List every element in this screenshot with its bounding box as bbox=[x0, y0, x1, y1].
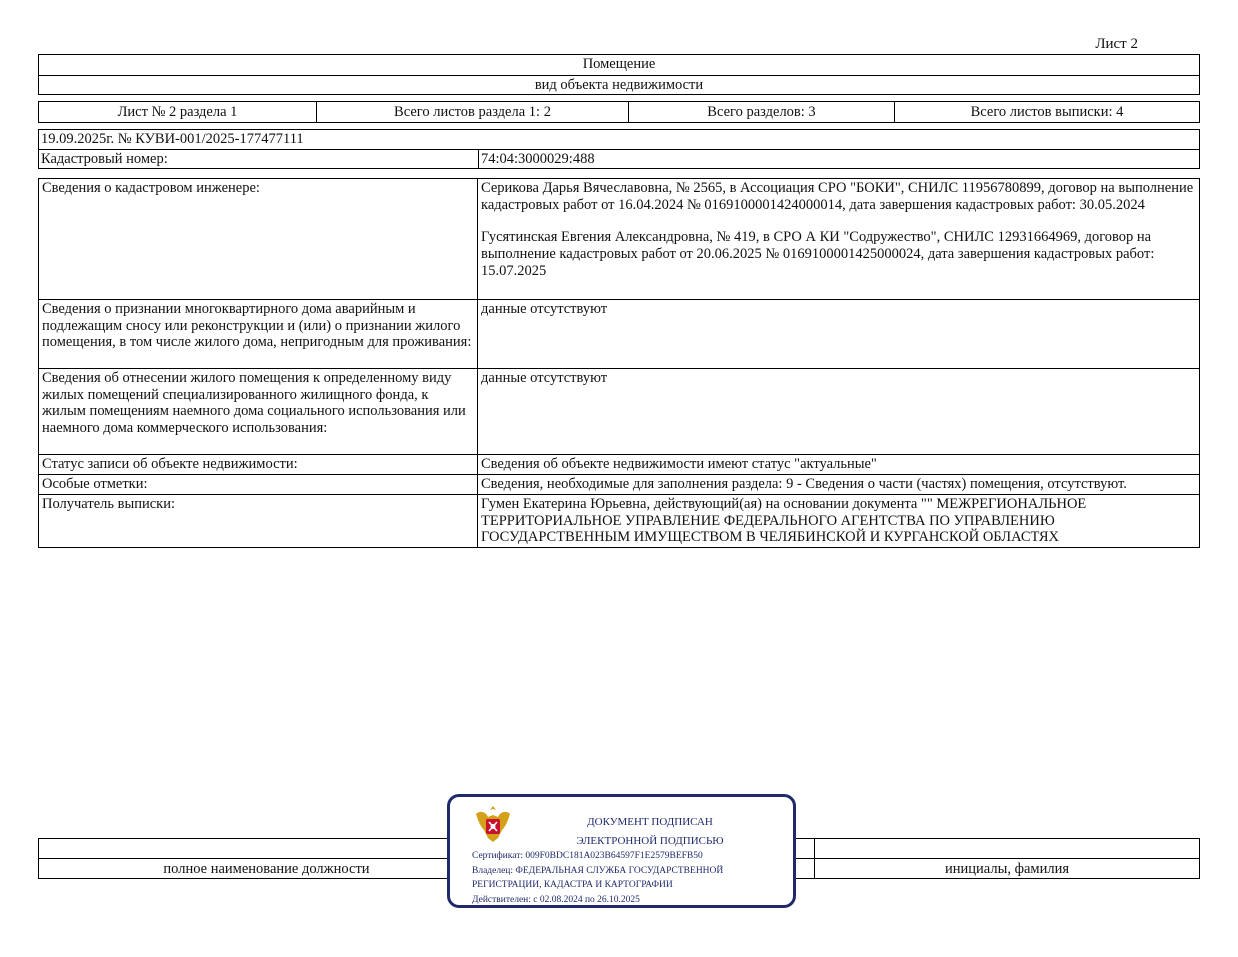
cadastral-number-value: 74:04:3000029:488 bbox=[481, 151, 595, 167]
object-type-subtitle: вид объекта недвижимости bbox=[39, 75, 1199, 96]
sheet-counts-row bbox=[38, 101, 1200, 123]
table-row bbox=[39, 300, 1200, 369]
row-value: Сведения об объекте недвижимости имеют статус "актуальные" bbox=[478, 455, 1200, 475]
stamp-validity: Действителен: с 02.08.2024 по 26.10.2025 bbox=[472, 894, 640, 905]
row-value: Сведения, необходимые для заполнения раздела: 9 - Сведения о части (частях) помещения, отсутствуют. bbox=[478, 475, 1200, 495]
extract-sheets-total: Всего листов выписки: 4 bbox=[970, 104, 1124, 120]
stamp-title-line2: ЭЛЕКТРОННОЙ ПОДПИСЬЮ bbox=[576, 835, 724, 847]
cadastral-engineer-2: Гусятинская Евгения Александровна, № 419, в СРО А КИ "Содружество", СНИЛС 12931664969, договор на выполнение кадастровых работ от 20.06.2025 № 0169100001425000024, дата завершения кадастровых работ: 15.07.2025 bbox=[481, 229, 1155, 279]
row-value: Гумен Екатерина Юрьевна, действующий(ая) на основании документа "" МЕЖРЕГИОНАЛЬНОЕ ТЕРРИТОРИАЛЬНОЕ УПРАВЛЕНИЕ ФЕДЕРАЛЬНОГО АГЕНТСТВА ПО УПРАВЛЕНИЮ ГОСУДАРСТВЕННЫМ ИМУЩЕСТВОМ В ЧЕЛЯБИНСКОЙ И КУРГАНСКОЙ ОБЛАСТЯХ bbox=[478, 495, 1200, 548]
extract-meta bbox=[38, 129, 1200, 169]
table-row bbox=[39, 369, 1200, 455]
row-value: данные отсутствуют bbox=[478, 300, 1200, 369]
stamp-certificate: Сертификат: 009F0BDC181A023B64597F1E2579BEFB50 bbox=[472, 851, 703, 861]
row-value: данные отсутствуют bbox=[478, 369, 1200, 455]
row-label: Сведения о признании многоквартирного дома аварийным и подлежащим сносу или реконструкции и (или) о признании жилого помещения, в том числе жилого дома, непригодным для проживания: bbox=[39, 300, 478, 369]
row-label: Сведения о кадастровом инженере: bbox=[39, 179, 478, 300]
table-row bbox=[39, 475, 1200, 495]
position-label: полное наименование должности bbox=[163, 861, 370, 877]
sheet-of-section: Лист № 2 раздела 1 bbox=[39, 102, 317, 122]
row-label: Сведения об отнесении жилого помещения к определенному виду жилых помещений специализированного жилищного фонда, к жилым помещениям наемного дома социального использования или наемного дома коммерческого использования: bbox=[39, 369, 478, 455]
stamp-title-line1: ДОКУМЕНТ ПОДПИСАН bbox=[587, 816, 713, 828]
table-row bbox=[39, 495, 1200, 548]
object-type-title: Помещение bbox=[582, 56, 656, 72]
row-label: Получатель выписки: bbox=[39, 495, 478, 548]
cadastral-engineer-1: Серикова Дарья Вячеславовна, № 2565, в Ассоциация СРО "БОКИ", СНИЛС 11956780899, договор на выполнение кадастровых работ от 16.04.2024 № 0169100001424000014, дата завершения кадастровых работ: 30.05.2024 bbox=[481, 180, 1194, 213]
table-row bbox=[39, 179, 1200, 300]
table-row bbox=[39, 455, 1200, 475]
cadastral-number-label: Кадастровый номер: bbox=[39, 150, 479, 169]
row-label: Особые отметки: bbox=[39, 475, 478, 495]
extract-date-number: 19.09.2025г. № КУВИ-001/2025-177477111 bbox=[39, 130, 1199, 150]
name-label: инициалы, фамилия bbox=[944, 861, 1070, 877]
object-header bbox=[38, 54, 1200, 95]
row-label: Статус записи об объекте недвижимости: bbox=[39, 455, 478, 475]
stamp-owner-line1: Владелец: ФЕДЕРАЛЬНАЯ СЛУЖБА ГОСУДАРСТВЕННОЙ bbox=[472, 865, 724, 876]
e-signature-stamp bbox=[447, 794, 796, 908]
sheet-number: Лист 2 bbox=[1095, 36, 1138, 52]
coat-of-arms-icon bbox=[472, 802, 514, 846]
info-table bbox=[38, 178, 1200, 548]
stamp-owner-line2: РЕГИСТРАЦИИ, КАДАСТРА И КАРТОГРАФИИ bbox=[472, 880, 673, 890]
sections-total: Всего разделов: 3 bbox=[629, 102, 895, 122]
row-value bbox=[478, 179, 1200, 300]
section-sheets-total: Всего листов раздела 1: 2 bbox=[317, 102, 629, 122]
